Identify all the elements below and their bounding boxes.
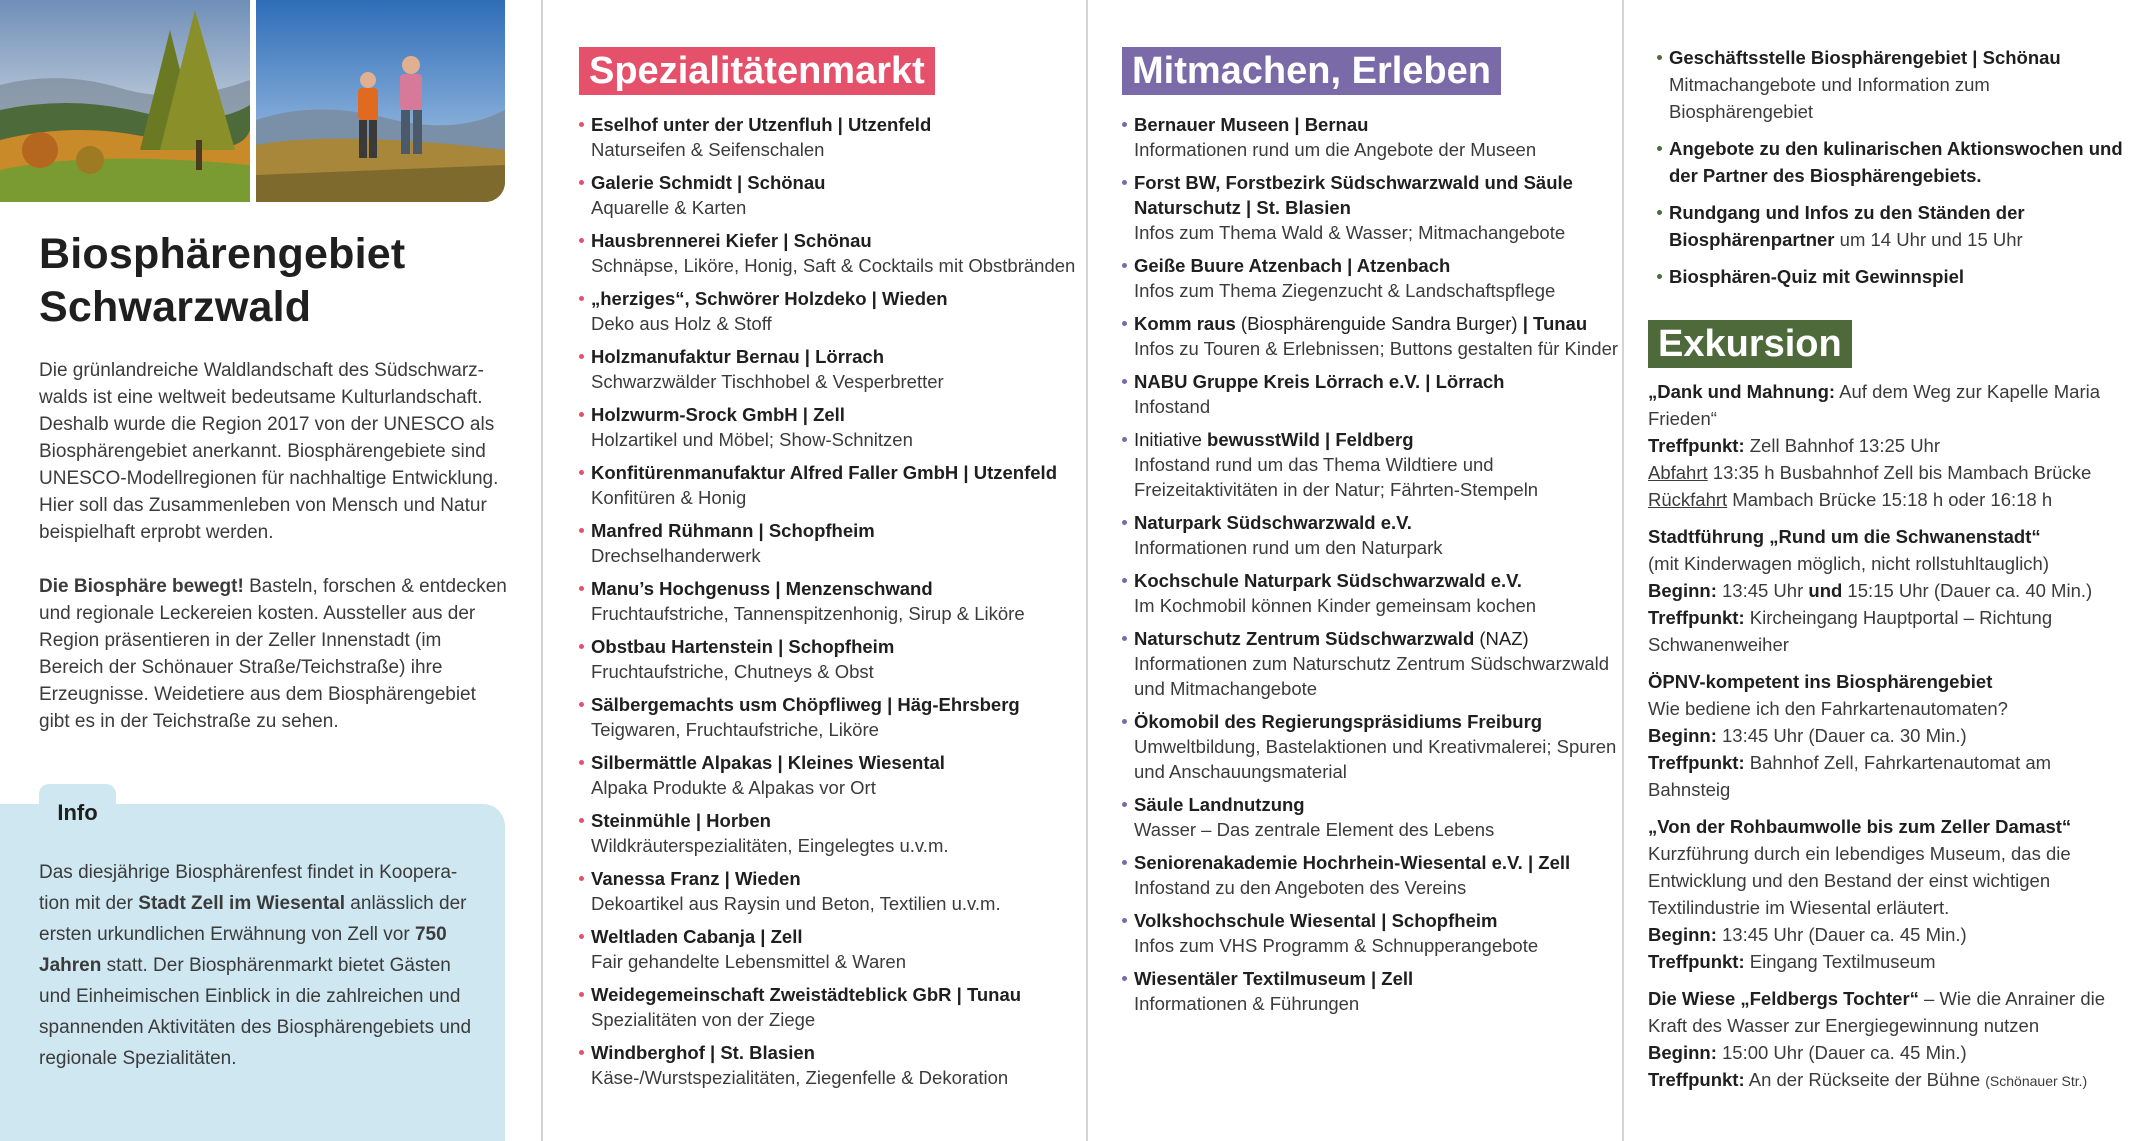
bullet-bold: Geschäftsstelle Biosphärengebiet | Schönau [1669, 47, 2061, 68]
list-item [1122, 253, 1620, 303]
list-item [1122, 170, 1620, 245]
meeting-label: Treffpunkt: [1648, 752, 1745, 773]
entry-name: Hausbrennerei Kiefer | Schönau [591, 230, 872, 251]
list-item [1122, 792, 1620, 842]
entry-name-bold: Komm raus [1134, 313, 1236, 334]
page-title [39, 228, 405, 334]
excursion-sub: (mit Kinderwagen möglich, nicht rollstuhltauglich) [1648, 553, 2050, 574]
extra-offers-list [1657, 44, 2130, 300]
list-item [579, 982, 1081, 1032]
entry-name: Weltladen Cabanja | Zell [591, 926, 803, 947]
intro-text [39, 357, 509, 735]
entry-name: Wiesentäler Textilmuseum | Zell [1134, 968, 1414, 989]
entry-name: Konfitürenmanufaktur Alfred Faller GmbH | Utzenfeld [591, 462, 1057, 483]
list-item [579, 286, 1081, 336]
entry-name: Volkshochschule Wiesental | Schopfheim [1134, 910, 1498, 931]
entry-name: Weidegemeinschaft Zweistädteblick GbR | Tunau [591, 984, 1022, 1005]
specialties-list [579, 112, 1081, 1098]
entry-name [1134, 427, 1620, 452]
excursion-title: ÖPNV-kompetent ins Biosphärengebiet [1648, 671, 1993, 692]
list-item [1657, 44, 2130, 125]
entry-name-light: (NAZ) [1474, 628, 1529, 649]
start-value: 13:45 Uhr (Dauer ca. 45 Min.) [1716, 924, 1967, 945]
entry-name: Sälbergemachts usm Chöpfliweg | Häg-Ehrsberg [591, 694, 1020, 715]
title-line-2: Schwarzwald [39, 283, 312, 331]
meeting-label: Treffpunkt: [1648, 435, 1745, 456]
entry-name-bold-2: | Feldberg [1319, 429, 1414, 450]
excursion-title: „Von der Rohbaumwolle bis zum Zeller Damast“ [1648, 816, 2072, 837]
list-item [579, 750, 1081, 800]
meeting-point [1648, 1066, 2128, 1095]
info-tab: Info [39, 784, 116, 832]
title-line-1: Biosphärengebiet [39, 230, 406, 278]
column-divider [1622, 0, 1624, 1141]
list-item [579, 634, 1081, 684]
entry-name: NABU Gruppe Kreis Lörrach e.V. | Lörrach [1134, 371, 1505, 392]
departure-label: Abfahrt [1648, 462, 1708, 483]
excursion-item [1648, 523, 2128, 658]
excursion-title-rest: – Wie die Anrainer die Kraft des Wasser zur Energiegewinnung nutzen [1648, 988, 2106, 1036]
specialties-column [541, 0, 1081, 1141]
entry-name: Steinmühle | Horben [591, 810, 771, 831]
entry-desc: Fruchtaufstriche, Chutneys & Obst [591, 661, 874, 682]
info-part-2: anlässlich der ersten urkundlichen Erwähnung von Zell vor [39, 893, 467, 945]
entry-desc: Umweltbildung, Bastelaktionen und Kreativmalerei; Spuren und Anschauungsmaterial [1134, 736, 1617, 782]
entry-desc: Konfitüren & Honig [591, 487, 747, 508]
list-item [1122, 568, 1620, 618]
excursion-heading: Exkursion [1648, 320, 1852, 368]
list-item [1657, 263, 2130, 290]
entry-desc: Infos zum Thema Ziegenzucht & Landschaftspflege [1134, 280, 1556, 301]
specialties-heading: Spezialitätenmarkt [579, 47, 935, 95]
excursion-column [1625, 0, 2130, 1141]
intro2-bold: Die Biosphäre bewegt! [39, 576, 244, 597]
start-label: Beginn: [1648, 1042, 1717, 1063]
header-photos [0, 0, 505, 202]
entry-name: Galerie Schmidt | Schönau [591, 172, 826, 193]
entry-name: Eselhof unter der Utzenfluh | Utzenfeld [591, 114, 932, 135]
departure [1648, 459, 2128, 486]
start-time [1648, 1039, 2128, 1066]
start-value-2: 15:15 Uhr (Dauer ca. 40 Min.) [1842, 580, 2093, 601]
entry-desc: Holzartikel und Möbel; Show-Schnitzen [591, 429, 913, 450]
start-and: und [1808, 580, 1843, 601]
entry-name: Bernauer Museen | Bernau [1134, 114, 1369, 135]
list-item [1122, 908, 1620, 958]
entry-name: Ökomobil des Regierungspräsidiums Freiburg [1134, 711, 1543, 732]
list-item [1122, 709, 1620, 784]
entry-name: Geiße Buure Atzenbach | Atzenbach [1134, 255, 1451, 276]
entry-name: Silbermättle Alpakas | Kleines Wiesental [591, 752, 945, 773]
start-time [1648, 921, 2128, 948]
return-label: Rückfahrt [1648, 489, 1728, 510]
intro2-rest: Basteln, forschen & entdecken und regionale Leckereien kosten. Aussteller aus der Region präsentieren in der Zeller Innenstadt (im Bereich der Schönauer Straße/Teichstraße) ihre Erzeugnisse. Weidetiere aus dem Biosphärengebiet gibt es in der Teichstraße zu sehen. [39, 576, 507, 732]
entry-name-bold: Naturschutz Zentrum Südschwarzwald [1134, 628, 1475, 649]
list-item [579, 344, 1081, 394]
entry-desc: Naturseifen & Seifenschalen [591, 139, 825, 160]
start-value: 13:45 Uhr (Dauer ca. 30 Min.) [1716, 725, 1967, 746]
entry-desc: Informationen zum Naturschutz Zentrum Südschwarzwald und Mitmachangebote [1134, 653, 1610, 699]
entry-name: Vanessa Franz | Wieden [591, 868, 801, 889]
list-item [579, 228, 1081, 278]
start-value: 13:45 Uhr [1716, 580, 1809, 601]
info-bold-2: 750 Jahren [39, 924, 447, 976]
meeting-point [1648, 604, 2128, 658]
list-item [579, 866, 1081, 916]
entry-name [1134, 626, 1620, 651]
list-item [579, 808, 1081, 858]
start-label: Beginn: [1648, 924, 1717, 945]
entry-desc: Informationen rund um den Naturpark [1134, 537, 1443, 558]
meeting-value: Bahnhof Zell, Fahrkartenautomat am Bahnsteig [1648, 752, 2052, 800]
excursion-item [1648, 378, 2128, 513]
entry-desc: Schnäpse, Liköre, Honig, Saft & Cocktails mit Obstbränden [591, 255, 1076, 276]
list-item [1122, 369, 1620, 419]
meeting-value: An der Rückseite der Bühne [1744, 1069, 1986, 1090]
hikers-photo [256, 0, 505, 202]
entry-desc: Aquarelle & Karten [591, 197, 747, 218]
entry-desc: Alpaka Produkte & Alpakas vor Ort [591, 777, 876, 798]
entry-desc: Infostand [1134, 396, 1211, 417]
entry-name: Manfred Rühmann | Schopfheim [591, 520, 875, 541]
excursion-title [1648, 378, 2128, 432]
entry-name: Windberghof | St. Blasien [591, 1042, 815, 1063]
activities-column [1086, 0, 1620, 1141]
intro-paragraph: Die grünlandreiche Waldlandschaft des Südschwarz-walds ist eine weltweit bedeutsame Kulturlandschaft. Deshalb wurde die Region 2017 von der UNESCO als Biosphärengebiet anerkannt. Biosphärengebiete sind UNESCO-Modellregionen für nachhaltige Entwicklung. Hier soll das Zusammenleben von Mensch und Natur beispielhaft erprobt werden. [39, 360, 499, 543]
excursion-sub: Kurzführung durch ein lebendiges Museum, das die Entwicklung und den Bestand der einst wichtigen Textilindustrie im Wiesental erläutert. [1648, 843, 2071, 918]
info-part-3: statt. Der Biosphärenmarkt bietet Gästen und Einheimischen Einblick in die zahlreichen und spannenden Aktivitäten des Biosphärengebiets und regionale Spezialitäten. [39, 955, 472, 1069]
entry-desc: Infos zum Thema Wald & Wasser; Mitmachangebote [1134, 222, 1566, 243]
activities-heading: Mitmachen, Erleben [1122, 47, 1501, 95]
list-item [1657, 199, 2130, 253]
entry-desc: Schwarzwälder Tischhobel & Vesperbretter [591, 371, 944, 392]
list-item [1122, 850, 1620, 900]
entry-desc: Informationen & Führungen [1134, 993, 1360, 1014]
meeting-point [1648, 749, 2128, 803]
list-item [579, 402, 1081, 452]
info-bold-1: Stadt Zell im Wiesental [138, 893, 346, 914]
entry-desc: Infos zum VHS Programm & Schnupperangebote [1134, 935, 1539, 956]
meeting-point [1648, 432, 2128, 459]
entry-desc: Teigwaren, Fruchtaufstriche, Liköre [591, 719, 879, 740]
entry-desc: Infostand zu den Angeboten des Vereins [1134, 877, 1467, 898]
excursion-item [1648, 985, 2128, 1095]
meeting-value: Kircheingang Hauptportal – Richtung Schwanenweiher [1648, 607, 2053, 655]
entry-name-light: Initiative [1134, 429, 1208, 450]
start-time [1648, 577, 2128, 604]
start-label: Beginn: [1648, 580, 1717, 601]
meeting-point [1648, 948, 2128, 975]
excursion-title-rest: Auf dem Weg zur Kapelle Maria Frieden“ [1648, 381, 2100, 429]
excursion-sub: Wie bediene ich den Fahrkartenautomaten? [1648, 698, 2008, 719]
info-text [39, 857, 479, 1074]
list-item [579, 112, 1081, 162]
excursion-title-bold: Die Wiese „Feldbergs Tochter“ [1648, 988, 1919, 1009]
entry-name: Holzwurm-Srock GmbH | Zell [591, 404, 845, 425]
meeting-label: Treffpunkt: [1648, 607, 1745, 628]
list-item [1122, 427, 1620, 502]
excursion-title: Stadtführung „Rund um die Schwanenstadt“ [1648, 526, 2041, 547]
list-item [579, 460, 1081, 510]
list-item [579, 924, 1081, 974]
entry-desc: Käse-/Wurstspezialitäten, Ziegenfelle & Dekoration [591, 1067, 1009, 1088]
departure-value: 13:35 h Busbahnhof Zell bis Mambach Brücke [1707, 462, 2092, 483]
entry-name: Säule Landnutzung [1134, 794, 1305, 815]
excursion-list [1648, 378, 2128, 1105]
meeting-value: Eingang Textilmuseum [1744, 951, 1936, 972]
entry-desc: Infostand rund um das Thema Wildtiere und Freizeitaktivitäten in der Natur; Fährten-Stempeln [1134, 454, 1539, 500]
list-item [1122, 626, 1620, 701]
meeting-label: Treffpunkt: [1648, 1069, 1745, 1090]
entry-desc: Fruchtaufstriche, Tannenspitzenhonig, Sirup & Liköre [591, 603, 1025, 624]
entry-name [1134, 311, 1620, 336]
excursion-item [1648, 668, 2128, 803]
excursion-item [1648, 813, 2128, 975]
landscape-photo [0, 0, 250, 202]
list-item [579, 576, 1081, 626]
start-time [1648, 722, 2128, 749]
bullet-rest: um 14 Uhr und 15 Uhr [1834, 229, 2023, 250]
return-value: Mambach Brücke 15:18 h oder 16:18 h [1727, 489, 2053, 510]
activities-list [1122, 112, 1620, 1024]
entry-desc: Drechselhanderwerk [591, 545, 761, 566]
entry-desc: Dekoartikel aus Raysin und Beton, Textilien u.v.m. [591, 893, 1001, 914]
info-part-1: Das diesjährige Biosphärenfest findet in Koopera-tion mit der [39, 862, 458, 914]
entry-name: Holzmanufaktur Bernau | Lörrach [591, 346, 885, 367]
list-item [579, 1040, 1081, 1090]
entry-desc: Wildkräuterspezialitäten, Eingelegtes u.v.m. [591, 835, 949, 856]
entry-name-bold: bewusstWild [1207, 429, 1320, 450]
entry-desc: Fair gehandelte Lebensmittel & Waren [591, 951, 907, 972]
entry-name: Manu’s Hochgenuss | Menzenschwand [591, 578, 933, 599]
bullet-bold: Rundgang und Infos zu den Ständen der Biosphärenpartner [1669, 202, 2025, 250]
meeting-note: (Schönauer Str.) [1985, 1073, 2088, 1089]
entry-name: „herziges“, Schwörer Holzdeko | Wieden [591, 288, 948, 309]
start-value: 15:00 Uhr (Dauer ca. 45 Min.) [1716, 1042, 1967, 1063]
list-item [1122, 510, 1620, 560]
start-label: Beginn: [1648, 725, 1717, 746]
list-item [1657, 135, 2130, 189]
bullet-bold: Angebote zu den kulinarischen Aktionswochen und der Partner des Biosphärengebiets. [1669, 138, 2123, 186]
bullet-bold: Biosphären-Quiz mit Gewinnspiel [1669, 266, 1965, 287]
entry-name: Forst BW, Forstbezirk Südschwarzwald und Säule Naturschutz | St. Blasien [1134, 172, 1573, 218]
entry-desc: Deko aus Holz & Stoff [591, 313, 772, 334]
entry-desc: Informationen rund um die Angebote der Museen [1134, 139, 1537, 160]
entry-name-light: (Biosphärenguide Sandra Burger) [1235, 313, 1523, 334]
entry-name: Seniorenakademie Hochrhein-Wiesental e.V. | Zell [1134, 852, 1571, 873]
intro-column [0, 0, 510, 1141]
entry-desc: Im Kochmobil können Kinder gemeinsam kochen [1134, 595, 1537, 616]
list-item [579, 518, 1081, 568]
meeting-label: Treffpunkt: [1648, 951, 1745, 972]
entry-desc: Spezialitäten von der Ziege [591, 1009, 816, 1030]
entry-name-bold-2: | Tunau [1522, 313, 1588, 334]
list-item [1122, 311, 1620, 361]
bullet-rest: Mitmachangebote und Information zum Biosphärengebiet [1669, 74, 1990, 122]
list-item [1122, 966, 1620, 1016]
entry-name: Kochschule Naturpark Südschwarzwald e.V. [1134, 570, 1522, 591]
excursion-title-bold: „Dank und Mahnung: [1648, 381, 1836, 402]
intro-paragraph-2 [39, 573, 509, 735]
list-item [579, 170, 1081, 220]
list-item [1122, 112, 1620, 162]
excursion-title [1648, 985, 2128, 1039]
entry-name: Naturpark Südschwarzwald e.V. [1134, 512, 1412, 533]
entry-name: Obstbau Hartenstein | Schopfheim [591, 636, 895, 657]
return-trip [1648, 486, 2128, 513]
list-item [579, 692, 1081, 742]
entry-desc: Wasser – Das zentrale Element des Lebens [1134, 819, 1495, 840]
meeting-value: Zell Bahnhof 13:25 Uhr [1744, 435, 1941, 456]
entry-desc: Infos zu Touren & Erlebnissen; Buttons gestalten für Kinder [1134, 338, 1619, 359]
